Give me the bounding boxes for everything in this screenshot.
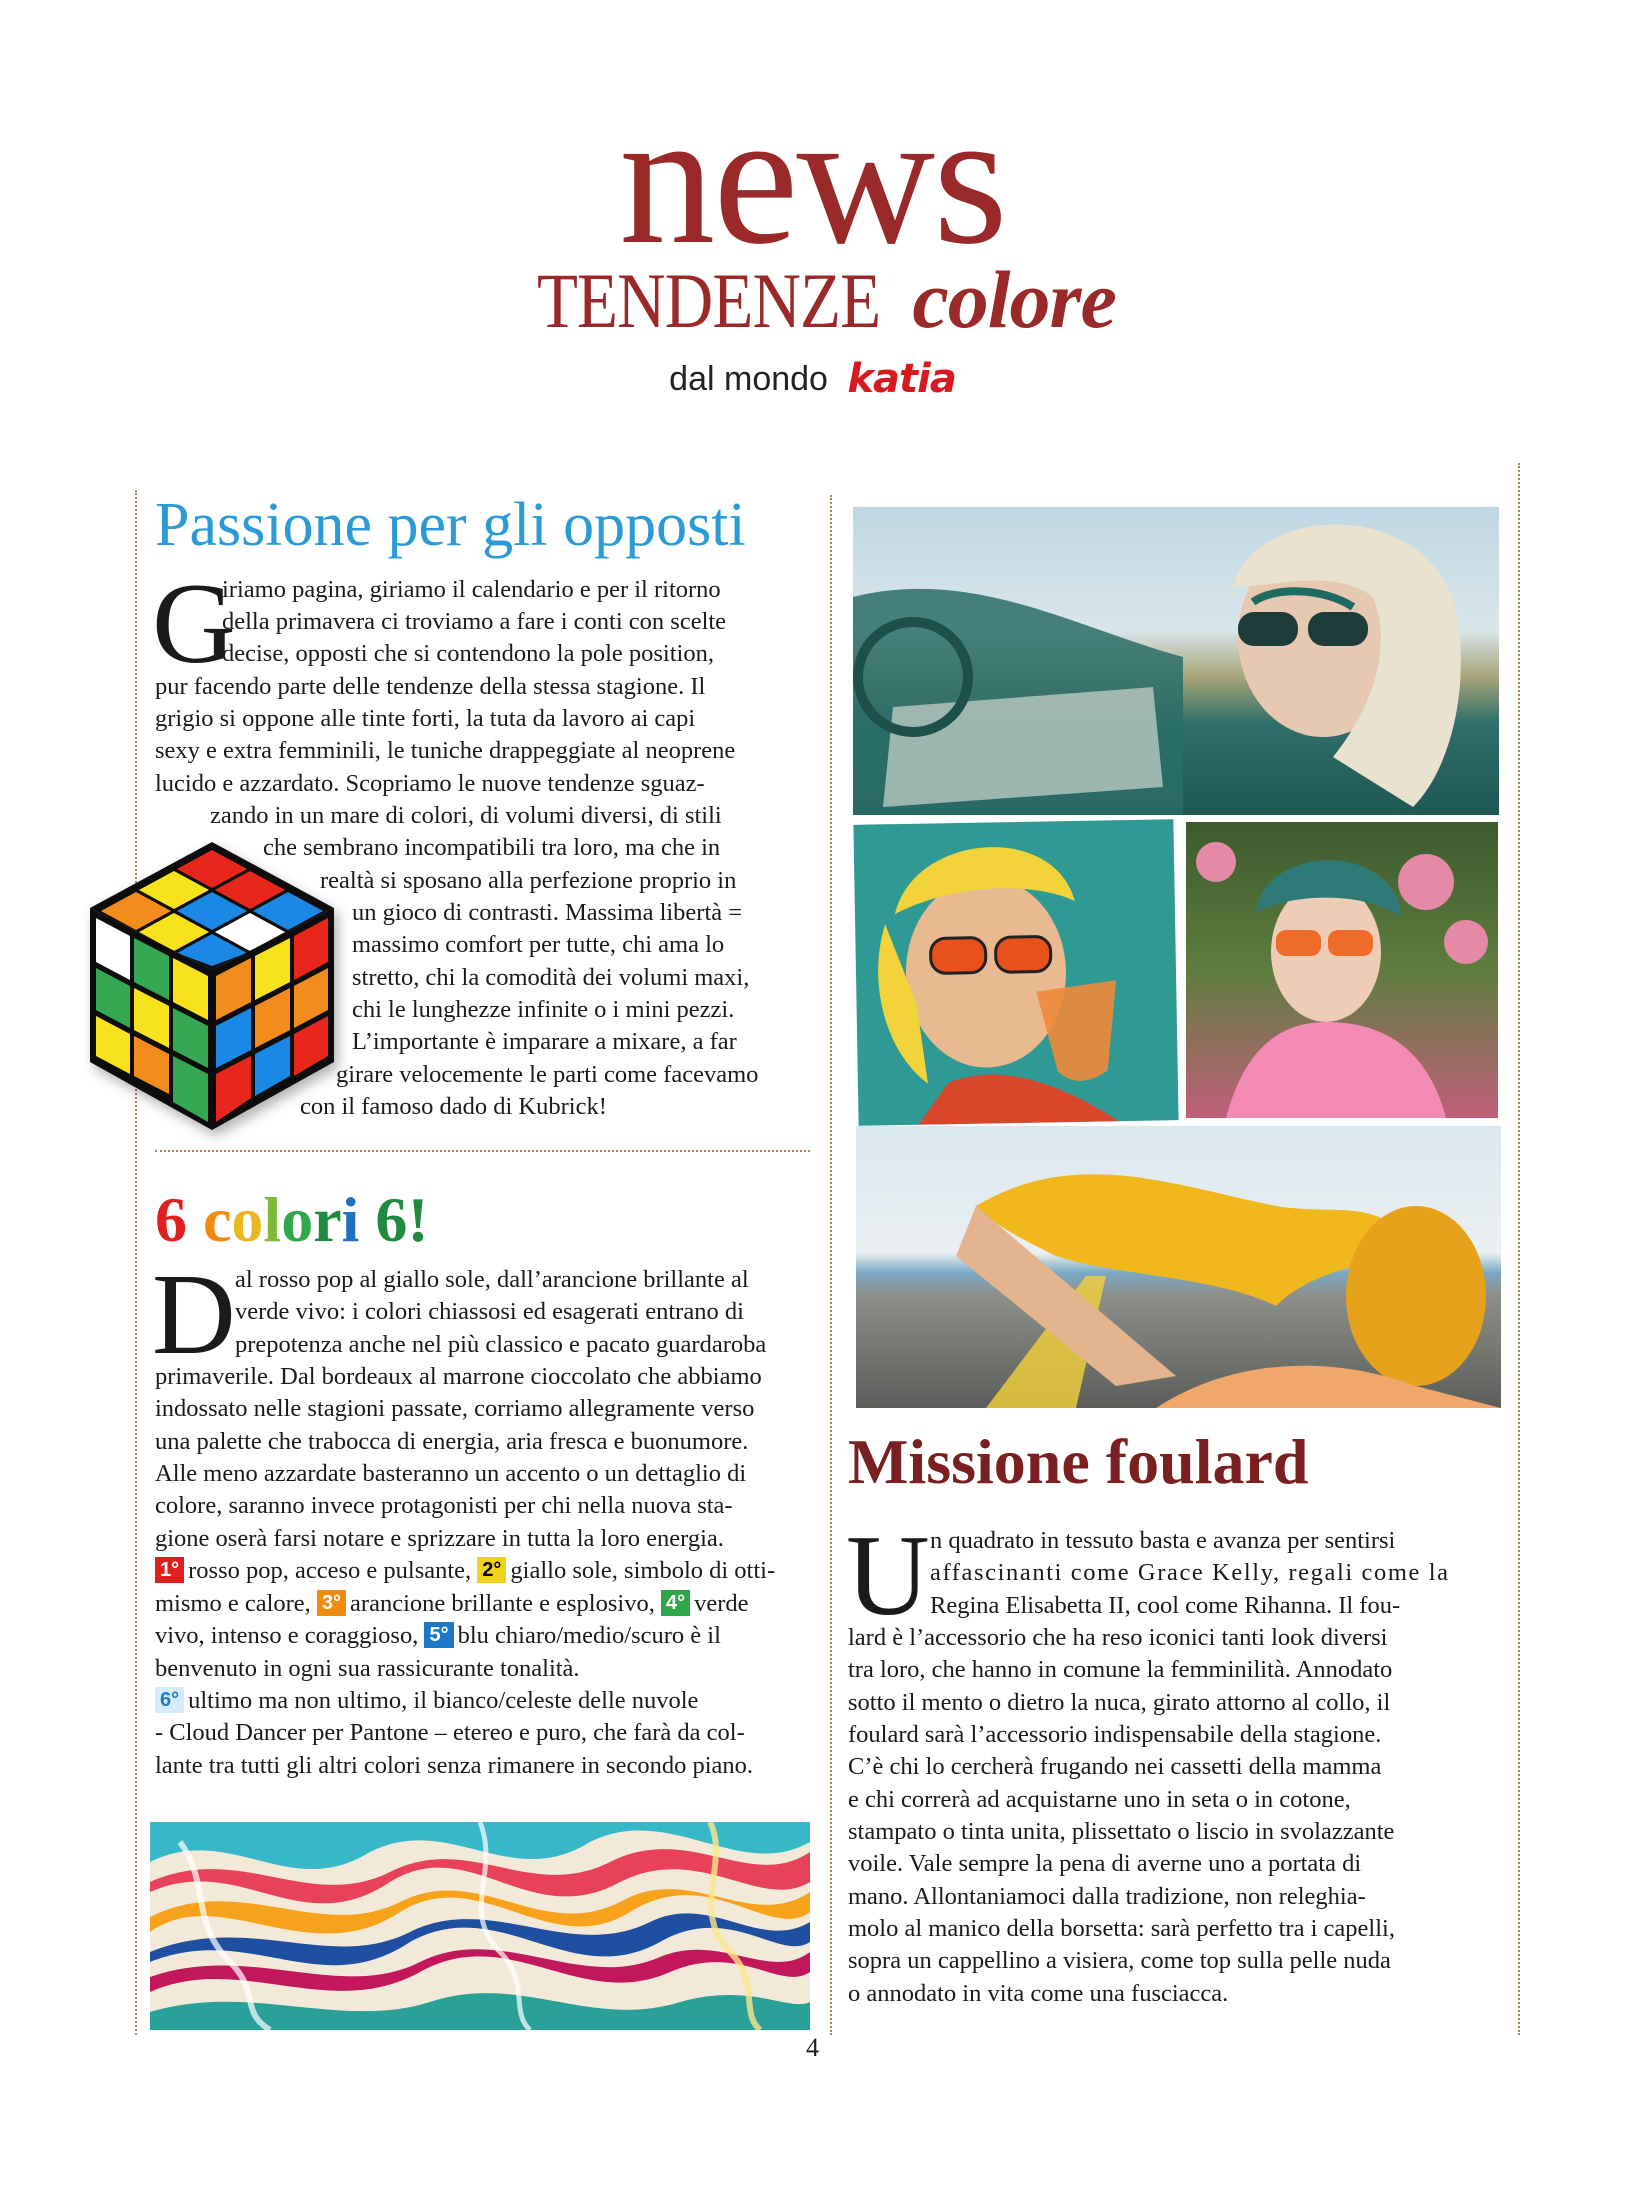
from-label-row <box>0 357 1625 401</box>
rubiks-cube-image <box>72 830 352 1150</box>
color-list-line: mismo e calore, 3° arancione brillante e esplosivo, 4° verde <box>155 1590 749 1617</box>
badge-2: 2° <box>477 1557 506 1583</box>
text-line: sopra un cappellino a visiera, come top sulla pelle nuda <box>848 1947 1391 1974</box>
text-line: sotto il mento o dietro la nuca, girato attorno al collo, il <box>848 1689 1391 1716</box>
photo-retro-illustration <box>853 819 1178 1126</box>
text-line: e chi correrà ad acquistarne uno in seta o in cotone, <box>848 1786 1351 1813</box>
heading-colori-letter: o <box>231 1184 264 1255</box>
heading-colori-letter: o <box>281 1184 314 1255</box>
text-line: che sembrano incompatibili tra loro, ma che in <box>263 834 721 861</box>
color-list-line: 1° rosso pop, acceso e pulsante, 2° giallo sole, simbolo di otti- <box>155 1555 775 1587</box>
heading-colori-letter: c <box>203 1184 232 1255</box>
photo-woman-pink-shirt <box>1186 822 1498 1118</box>
text-line: tra loro, che hanno in comune la femminilità. Annodato <box>848 1656 1393 1683</box>
subtitle-accent: colore <box>912 254 1116 345</box>
photo-woman-convertible <box>853 507 1499 815</box>
text-line: Alle meno azzardate basteranno un accento o un dettaglio di <box>155 1460 747 1487</box>
text-line: della primavera ci troviamo a fare i conti con scelte <box>222 608 727 635</box>
page-number: 4 <box>806 2033 819 2062</box>
text-line: lucido e azzardato. Scopriamo le nuove tendenze sguaz- <box>155 770 705 797</box>
right-margin-divider <box>1518 463 1520 2035</box>
badge-4: 4° <box>661 1590 690 1616</box>
text-line: lard è l’accessorio che ha reso iconici tanti look diversi <box>848 1624 1388 1651</box>
badge-3: 3° <box>317 1590 346 1616</box>
text-line: affascinanti come Grace Kelly, regali come la <box>930 1559 1450 1586</box>
text-line: mano. Allontaniamoci dalla tradizione, non releghia- <box>848 1883 1366 1910</box>
text-line: realtà si sposano alla perfezione proprio in <box>320 867 737 894</box>
text-line: foulard sarà l’accessorio indispensabile della stagione. <box>848 1721 1382 1748</box>
masthead: news <box>619 71 1006 284</box>
text-line: primaverile. Dal bordeaux al marrone cioccolato che abbiamo <box>155 1363 762 1390</box>
text-line: grigio si oppone alle tinte forti, la tuta da lavoro ai capi <box>155 705 696 732</box>
heading-colori-letter: l <box>263 1184 282 1255</box>
heading-colori-word <box>203 1184 359 1255</box>
text-line: prepotenza anche nel più classico e pacato guardaroba <box>235 1331 767 1358</box>
drop-cap-u: U <box>846 1512 930 1640</box>
text-line: molo al manico della borsetta: sarà perfetto tra i capelli, <box>848 1915 1395 1942</box>
color-list-line: vivo, intenso e coraggioso, 5° blu chiaro/medio/scuro è il <box>155 1622 721 1649</box>
heading-colori-letter: i <box>341 1184 360 1255</box>
text-line: pur facendo parte delle tendenze della stessa stagione. Il <box>155 673 706 700</box>
text-line: un gioco di contrasti. Massima libertà = <box>352 899 743 926</box>
text-line: gione oserà farsi notare e sprizzare in tutta la loro energia. <box>155 1525 724 1552</box>
subtitle-main: TENDENZE <box>537 257 881 344</box>
text-line: C’è chi lo cercherà frugando nei cassetti della mamma <box>848 1753 1382 1780</box>
badge-5: 5° <box>424 1622 453 1648</box>
text-line: massimo comfort per tutte, chi ama lo <box>352 931 725 958</box>
brand-logo: katia <box>847 356 956 402</box>
text-line: verde vivo: i colori chiassosi ed esagerati entrano di <box>235 1298 744 1325</box>
text-line: chi le lunghezze infinite o i mini pezzi. <box>352 996 735 1023</box>
text-line: colore, saranno invece protagonisti per chi nella nuova sta- <box>155 1492 733 1519</box>
badge-6: 6° <box>155 1687 184 1713</box>
color-list-line: - Cloud Dancer per Pantone – etereo e puro, che farà da col- <box>155 1719 745 1746</box>
text-line: girare velocemente le parti come facevamo <box>336 1061 759 1088</box>
heading-colori-letter: r <box>313 1184 342 1255</box>
color-list-line: 6° ultimo ma non ultimo, il bianco/celeste delle nuvole <box>155 1685 698 1717</box>
text-line: stampato o tinta unita, plissettato o liscio in svolazzante <box>848 1818 1395 1845</box>
text-line: n quadrato in tessuto basta e avanza per sentirsi <box>930 1527 1396 1554</box>
heading-foulard: Missione foulard <box>848 1426 1309 1497</box>
section-subtitle <box>0 255 1625 368</box>
color-list-line: lante tra tutti gli altri colori senza rimanere in secondo piano. <box>155 1752 754 1779</box>
drop-cap-d: D <box>152 1251 236 1379</box>
text-line: L’importante è imparare a mixare, a far <box>352 1028 737 1055</box>
badge-1: 1° <box>155 1557 184 1583</box>
from-label: dal mondo <box>669 360 828 398</box>
text-line: o annodato in vita come una fusciacca. <box>848 1980 1229 2007</box>
text-line: una palette che trabocca di energia, aria fresca e buonumore. <box>155 1428 749 1455</box>
color-list-line: benvenuto in ogni sua rassicurante tonalità. <box>155 1655 580 1682</box>
text-line: voile. Vale sempre la pena di averne uno a portata di <box>848 1850 1362 1877</box>
section-divider <box>155 1150 810 1152</box>
text-line: stretto, chi la comodità dei volumi maxi, <box>352 964 750 991</box>
text-line: decise, opposti che si contendono la pole position, <box>222 640 714 667</box>
column-divider <box>830 495 832 2035</box>
text-line: indossato nelle stagioni passate, corriamo allegramente verso <box>155 1395 755 1422</box>
heading-colori-num2: 6! <box>375 1184 429 1255</box>
drop-cap-g: G <box>152 560 236 688</box>
heading-passione: Passione per gli opposti <box>155 491 746 559</box>
text-line: Regina Elisabetta II, cool come Rihanna. Il fou- <box>930 1592 1401 1619</box>
text-line: al rosso pop al giallo sole, dall’arancione brillante al <box>235 1266 749 1293</box>
text-line: con il famoso dado di Kubrick! <box>300 1093 607 1120</box>
photo-yellow-scarf-road <box>856 1126 1501 1408</box>
color-swirl-image <box>150 1822 810 2030</box>
heading-colori <box>155 1183 429 1257</box>
text-line: iriamo pagina, giriamo il calendario e per il ritorno <box>222 576 721 603</box>
left-margin-divider <box>135 490 137 2035</box>
heading-colori-num1: 6 <box>155 1184 187 1255</box>
text-line: sexy e extra femminili, le tuniche drappeggiate al neoprene <box>155 737 736 764</box>
text-line: zando in un mare di colori, di volumi diversi, di stili <box>210 802 722 829</box>
